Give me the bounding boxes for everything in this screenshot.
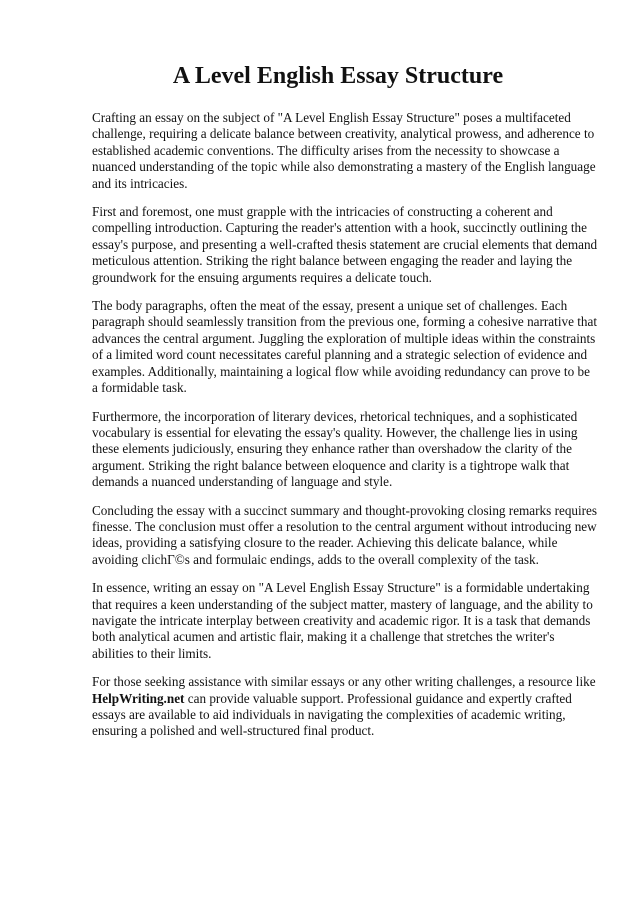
paragraph-conclusion-advice: Concluding the essay with a succinct summary and thought-provoking closing remarks requires finesse. The conclusion must offer a resolution to the central argument without introducing new ideas, providing a satisfying closure to the reader. Achieving this delicate balance, while avoiding clichГ©s and formulaic endings, adds to the overall complexity of the task. — [92, 502, 598, 567]
paragraph-intro: Crafting an essay on the subject of "A Level English Essay Structure" poses a multifaceted challenge, requiring a delicate balance between creativity, analytical prowess, and adherence to established academic conventions. The difficulty arises from the necessity to showcase a nuanced understanding of the topic while also demonstrating a mastery of the English language and its intricacies. — [92, 110, 596, 191]
brand-name: HelpWriting.net — [92, 690, 185, 706]
resource-text-after: can provide valuable support. Professional guidance and expertly crafted essays are available to aid individuals in navigating the complexities of academic writing, ensuring a polished and well-structured final product. — [92, 690, 572, 739]
resource-text-before: For those seeking assistance with similar essays or any other writing challenges, a resource like — [92, 674, 596, 690]
paragraph-style-advice: Furthermore, the incorporation of literary devices, rhetorical techniques, and a sophisticated vocabulary is essential for elevating the essay's quality. However, the challenge lies in using these elements judiciously, ensuring they enhance rather than overshadow the clarity of the argument. Striking the right balance between eloquence and clarity is a tightrope walk that demands a nuanced understanding of language and style. — [92, 408, 578, 490]
page-title: A Level English Essay Structure — [172, 63, 504, 89]
paragraph-body-advice: The body paragraphs, often the meat of the essay, present a unique set of challenges. Each paragraph should seamlessly transition from the previous one, forming a cohesive narrative that advances the central argument. Juggling the exploration of multiple ideas within the constraints of a limited word count necessitates careful planning and a strategic selection of evidence and examples. Additionally, maintaining a logical flow while avoiding redundancy can prove to be a formidable task. — [92, 298, 598, 396]
paragraph-introduction-advice: First and foremost, one must grapple with the intricacies of constructing a coherent and compelling introduction. Capturing the reader's attention with a hook, succinctly outlining the essay's purpose, and presenting a well-crafted thesis statement are crucial elements that demand meticulous attention. Striking the right balance between engaging the reader and laying the groundwork for the ensuing arguments requires a delicate touch. — [92, 204, 598, 285]
paragraph-summary: In essence, writing an essay on "A Level English Essay Structure" is a formidable undertaking that requires a keen understanding of the subject matter, mastery of language, and the ability to navigate the intricate interplay between creativity and academic rigor. It is a task that demands both analytical acumen and artistic flair, making it a challenge that stretches the writer's abilities to their limits. — [92, 580, 593, 661]
paragraph-resource — [92, 674, 598, 740]
